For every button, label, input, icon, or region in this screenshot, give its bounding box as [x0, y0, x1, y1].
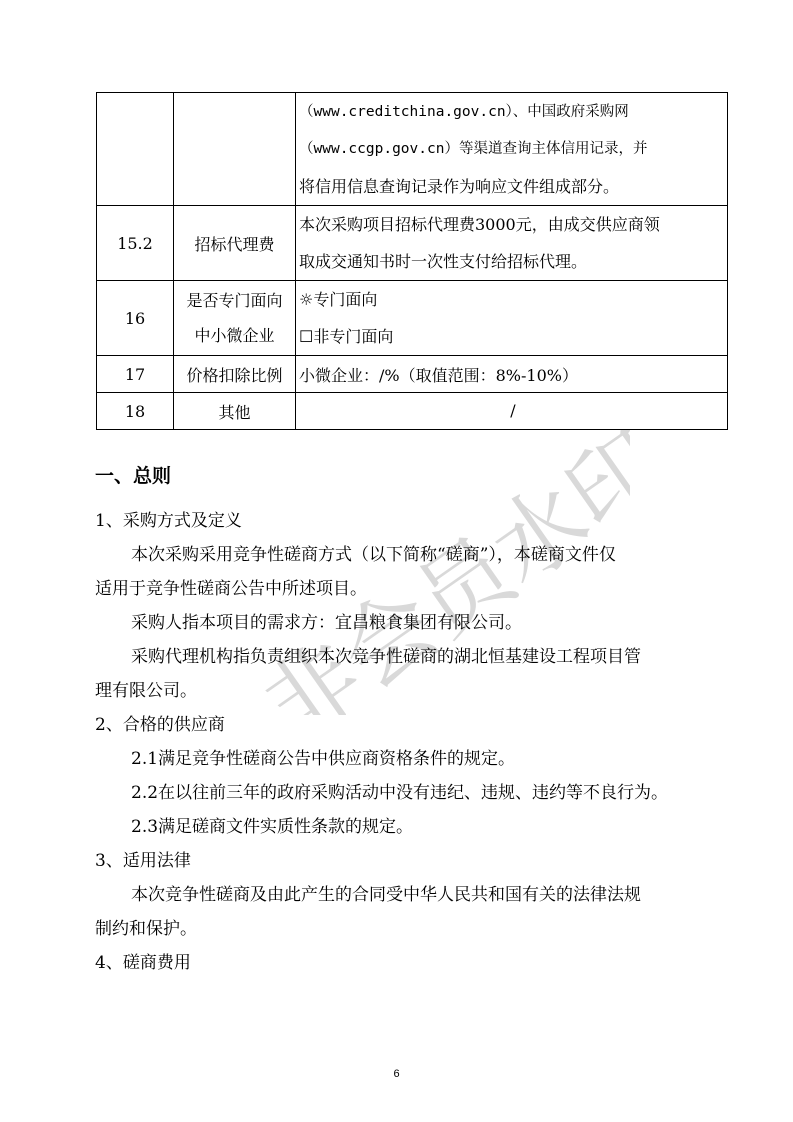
table-row [97, 281, 728, 356]
info-table [96, 92, 728, 430]
clause-2-2: 2.2在以往前三年的政府采购活动中没有违纪、违规、违约等不良行为。 [131, 783, 669, 803]
table-cell-item: 价格扣除比例 [174, 356, 296, 393]
table-cell-no: 15.2 [97, 206, 174, 281]
table-row [97, 206, 728, 281]
paragraph-line: 本次竞争性磋商及由此产生的合同受中华人民共和国有关的法律法规 [131, 885, 641, 905]
paragraph: 采购人指本项目的需求方：宜昌粮食集团有限公司。 [131, 613, 522, 633]
paragraph-line: 采购代理机构指负责组织本次竞争性磋商的湖北恒基建设工程项目管 [131, 647, 641, 667]
other-value: / [510, 401, 516, 420]
table-cell-no: 18 [97, 393, 174, 430]
table-row [97, 356, 728, 393]
paragraph-line: 适用于竞争性磋商公告中所述项目。 [95, 579, 367, 599]
paragraph-line: 本次采购采用竞争性磋商方式（以下简称“磋商”），本磋商文件仅 [131, 545, 616, 565]
clause-2-3: 2.3满足磋商文件实质性条款的规定。 [131, 817, 414, 837]
table-cell-item: 其他 [174, 393, 296, 430]
watermark-text: 非会员水印 [245, 411, 630, 715]
credit-line-3: 将信用信息查询记录作为响应文件组成部分。 [299, 176, 620, 196]
subsection-title-2: 2、合格的供应商 [95, 715, 225, 735]
table-cell-no [97, 93, 174, 206]
option-dedicated: ☼专门面向 [299, 290, 378, 309]
item-line-2: 中小微企业 [194, 326, 275, 345]
page-number: 6 [393, 1068, 400, 1080]
option-non-dedicated: ☐非专门面向 [299, 327, 394, 346]
agency-fee-line-1: 本次采购项目招标代理费3000元，由成交供应商领 [299, 215, 660, 234]
general-provisions [95, 462, 725, 980]
table-cell-item [174, 93, 296, 206]
table-cell-content [296, 206, 728, 281]
table-cell-content [296, 281, 728, 356]
subsection-title-3: 3、适用法律 [95, 851, 191, 871]
clause-2-1: 2.1满足竞争性磋商公告中供应商资格条件的规定。 [131, 749, 516, 769]
subsection-title-1: 1、采购方式及定义 [95, 511, 242, 531]
paragraph-line: 理有限公司。 [95, 681, 197, 701]
item-line-1: 是否专门面向 [186, 291, 283, 310]
credit-line-1: （www.creditchina.gov.cn）、中国政府采购网 [299, 103, 629, 120]
credit-line-2: （www.ccgp.gov.cn）等渠道查询主体信用记录，并 [299, 140, 648, 157]
table-cell-content [296, 93, 728, 206]
subsection-title-4: 4、磋商费用 [95, 953, 191, 973]
paragraph-line: 制约和保护。 [95, 919, 197, 939]
table-cell-item: 招标代理费 [174, 206, 296, 281]
section-heading: 一、总则 [95, 465, 172, 487]
table-cell-no: 17 [97, 356, 174, 393]
table-row [97, 393, 728, 430]
table-cell-no: 16 [97, 281, 174, 356]
table-cell-content [296, 393, 728, 430]
table-row [97, 93, 728, 206]
table-cell-item [174, 281, 296, 356]
agency-fee-line-2: 取成交通知书时一次性支付给招标代理。 [299, 252, 588, 271]
table-cell-content: 小微企业：/%（取值范围：8%-10%） [296, 356, 728, 393]
